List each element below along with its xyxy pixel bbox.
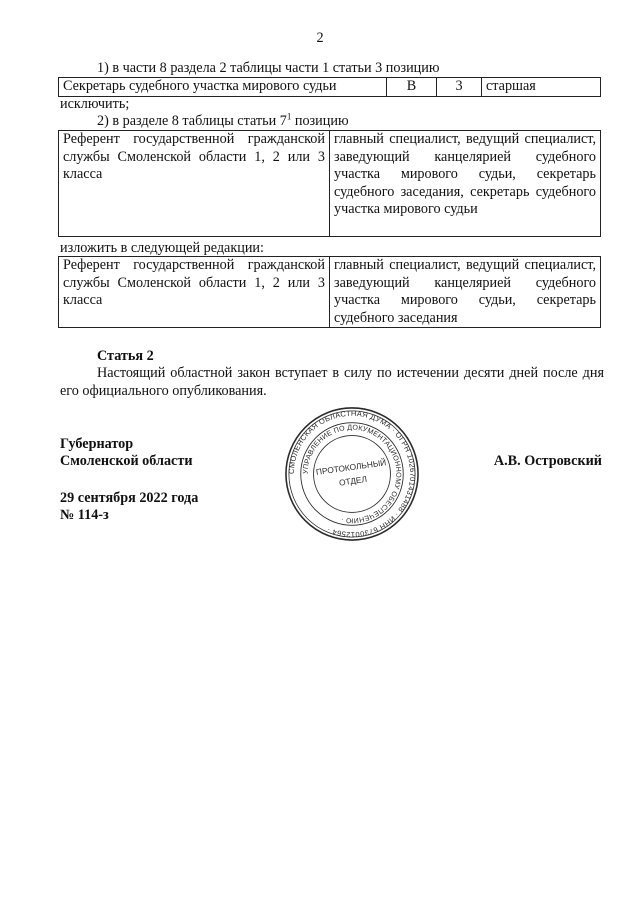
table-cell-position: Секретарь судебного участка мирового судьи [59,78,387,97]
old-row-position-cell: Референт государственной гражданской службы Смоленской области 1, 2 или 3 класса [59,131,330,237]
table-row [59,131,601,237]
item1-table [58,77,601,97]
item2-after: изложить в следующей редакции: [60,240,264,256]
item2-new-table [58,256,601,328]
article-title: Статья 2 [97,348,154,364]
article-text: Настоящий областной закон вступает в силу по истечении десяти дней после дня его официального опубликования. [60,365,604,399]
signer-position-line2: Смоленской области [60,453,193,469]
item2-intro-text: 2) в разделе 8 таблицы статьи 7 [97,113,287,129]
signer-position-line1: Губернатор [60,436,134,452]
item2-intro-sup: 1 [286,111,292,122]
stamp-center-line1: ПРОТОКОЛЬНЫЙ [315,457,387,477]
table-cell-group: В [387,78,437,97]
signing-date: 29 сентября 2022 года [60,490,199,506]
new-row-position-cell: Референт государственной гражданской службы Смоленской области 1, 2 или 3 класса [59,257,330,328]
item2-intro-suffix: позицию [291,113,349,129]
old-row-titles-cell: главный специалист, ведущий специалист, заведующий канцелярией судебного участка мирового судьи, секретарь судебного заседания, секретарь судебного участка мирового судьи [330,131,601,237]
stamp-center-line2: ОТДЕЛ [338,473,368,488]
table-cell-category: старшая [482,78,601,97]
page-number: 2 [316,30,324,46]
signer-name: А.В. Островский [493,453,602,469]
new-row-titles-cell: главный специалист, ведущий специалист, заведующий канцелярией судебного участка мирового судьи, секретарь судебного заседания [330,257,601,328]
law-number: № 114-з [60,507,109,523]
stamp-outer-text: СМОЛЕНСКАЯ ОБЛАСТНАЯ ДУМА · ОГРН 1026701431488 · ИНН 6730012564 · [286,408,418,540]
item2-old-table [58,130,601,237]
official-stamp [283,405,421,543]
stamp-inner-text: УПРАВЛЕНИЕ ПО ДОКУМЕНТАЦИОННОМУ ОБЕСПЕЧЕНИЮ · [301,423,403,525]
table-cell-number: 3 [437,78,482,97]
item1-intro: 1) в части 8 раздела 2 таблицы части 1 статьи 3 позицию [97,60,440,76]
table-row [59,257,601,328]
item2-intro [97,113,349,131]
table-row [59,78,601,97]
item1-after: исключить; [60,96,130,112]
